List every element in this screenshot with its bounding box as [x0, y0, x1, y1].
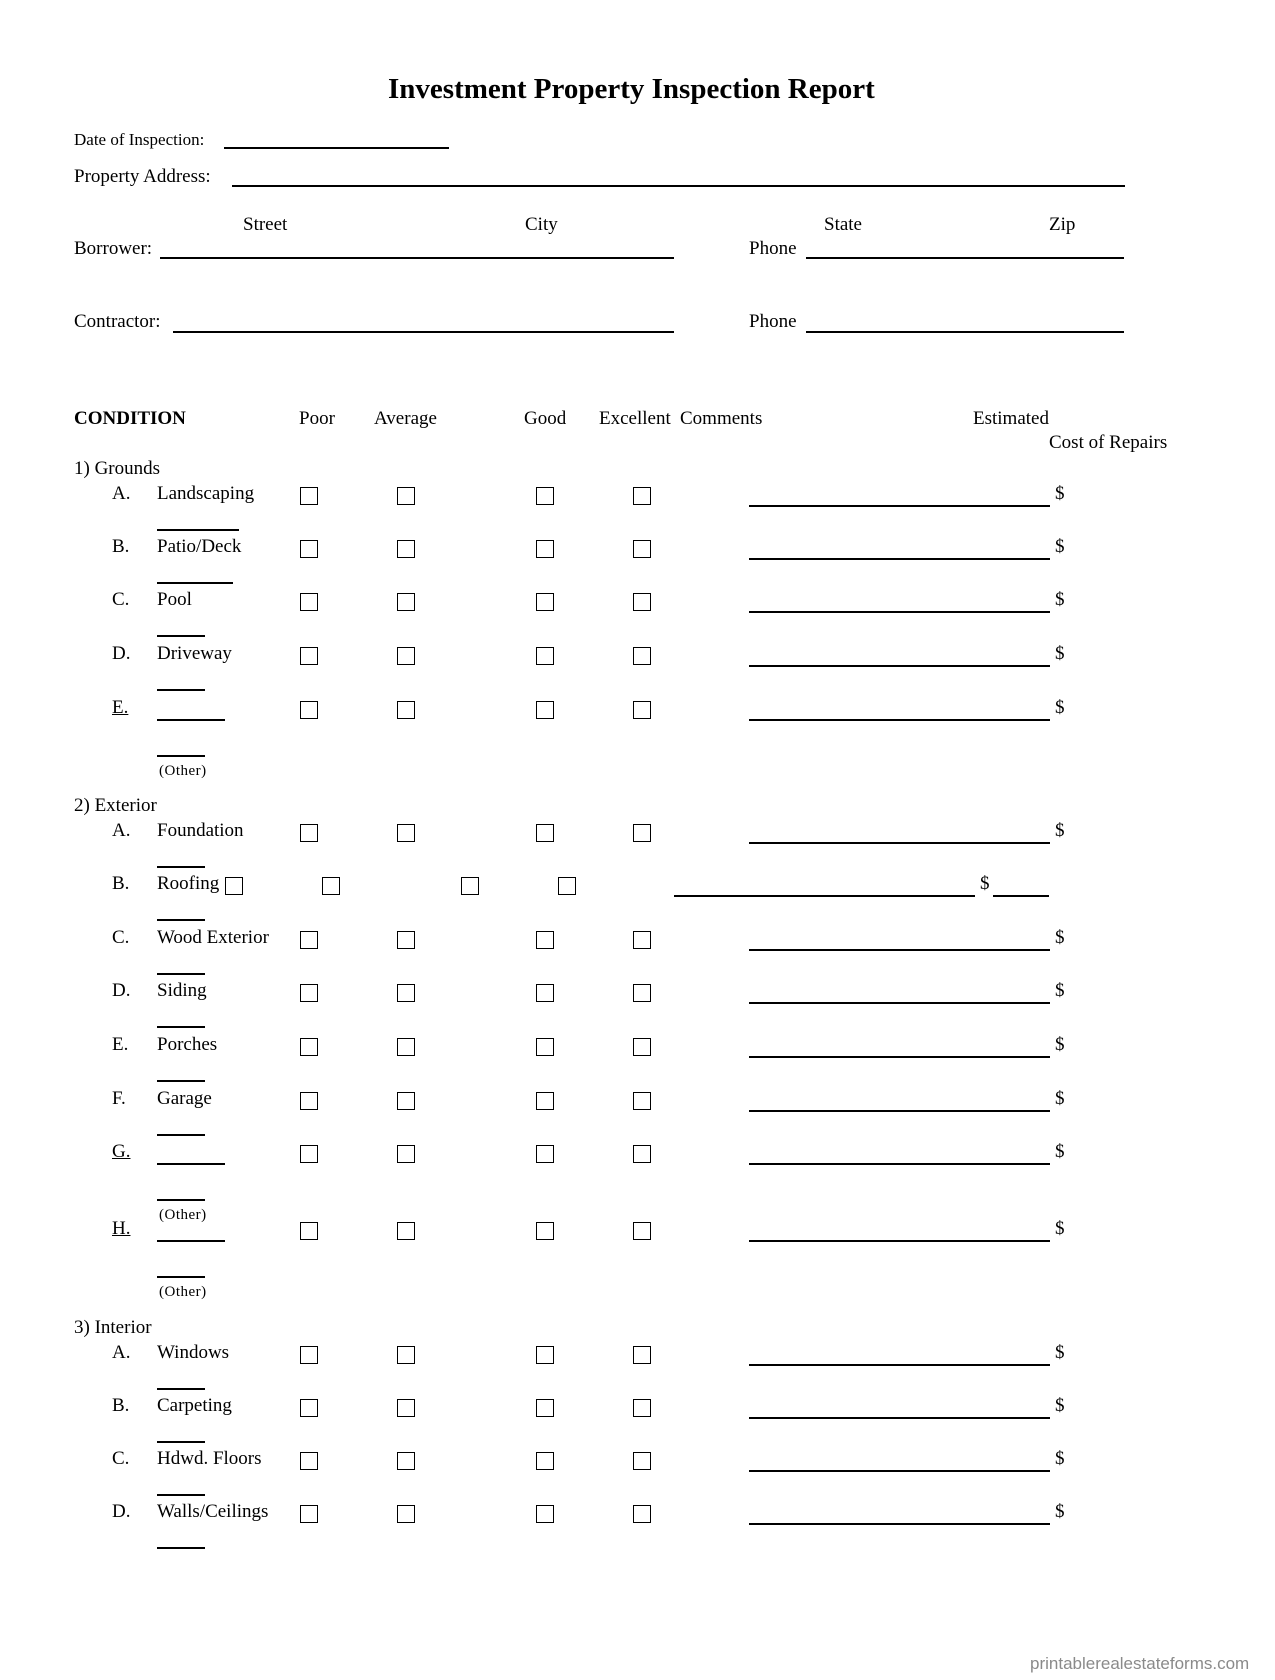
item-letter: A. [112, 483, 131, 504]
rating-poor-checkbox[interactable] [300, 1092, 318, 1110]
rating-poor-checkbox[interactable] [300, 1145, 318, 1163]
rating-poor-checkbox[interactable] [300, 824, 318, 842]
address-label: Property Address: [74, 166, 211, 187]
estimated-header: Estimated [973, 408, 1049, 429]
rating-good-checkbox[interactable] [536, 1346, 554, 1364]
comments-field[interactable] [749, 1523, 1050, 1525]
rating-excellent-checkbox[interactable] [633, 1092, 651, 1110]
item-letter: G. [112, 1141, 131, 1162]
item-letter: D. [112, 643, 131, 664]
item-label: Foundation [157, 820, 244, 841]
item-label: Patio/Deck [157, 536, 242, 557]
rating-good-checkbox[interactable] [536, 1092, 554, 1110]
item-underline [157, 755, 205, 757]
currency-symbol: $ [1055, 1448, 1065, 1469]
item-label: Windows [157, 1342, 230, 1363]
average-header: Average [374, 408, 437, 429]
good-header: Good [524, 408, 567, 429]
currency-symbol: $ [1055, 1088, 1065, 1109]
rating-excellent-checkbox[interactable] [633, 701, 651, 719]
rating-average-checkbox[interactable] [397, 1346, 415, 1364]
other-caption: (Other) [159, 1284, 207, 1300]
comments-field[interactable] [749, 949, 1050, 951]
rating-excellent-checkbox[interactable] [633, 1038, 651, 1056]
rating-poor-checkbox[interactable] [300, 1038, 318, 1056]
currency-symbol: $ [1055, 1501, 1065, 1522]
item-letter: C. [112, 589, 130, 610]
item-underline [157, 635, 205, 637]
item-letter: E. [112, 697, 129, 718]
rating-average-checkbox[interactable] [397, 647, 415, 665]
borrower-phone-label: Phone [749, 238, 797, 259]
comments-field[interactable] [749, 558, 1050, 560]
other-name-field[interactable] [157, 719, 225, 721]
rating-excellent-checkbox[interactable] [633, 487, 651, 505]
rating-good-checkbox[interactable] [536, 824, 554, 842]
item-label: Pool [157, 589, 192, 610]
comments-field[interactable] [749, 1470, 1050, 1472]
rating-average-checkbox[interactable] [397, 540, 415, 558]
rating-excellent-checkbox[interactable] [633, 1399, 651, 1417]
city-caption: City [525, 214, 558, 235]
currency-symbol: $ [1055, 1395, 1065, 1416]
zip-caption: Zip [1049, 214, 1076, 235]
rating-poor-checkbox[interactable] [300, 1222, 318, 1240]
borrower-phone-field[interactable] [806, 257, 1124, 259]
currency-symbol: $ [1055, 1218, 1065, 1239]
section-title-grounds: 1) Grounds [74, 458, 161, 479]
rating-excellent-checkbox[interactable] [633, 984, 651, 1002]
item-letter: B. [112, 536, 130, 557]
rating-poor-checkbox[interactable] [300, 647, 318, 665]
rating-excellent-checkbox[interactable] [633, 1452, 651, 1470]
rating-average-checkbox[interactable] [397, 1222, 415, 1240]
contractor-field[interactable] [173, 331, 674, 333]
item-label: Walls/Ceilings [157, 1501, 269, 1522]
currency-symbol: $ [1055, 927, 1065, 948]
item-letter: B. [112, 1395, 130, 1416]
item-letter: B. [112, 873, 130, 894]
cost-header: Cost of Repairs [1049, 432, 1168, 453]
comments-field[interactable] [749, 842, 1050, 844]
other-name-field[interactable] [157, 1163, 225, 1165]
item-label: Garage [157, 1088, 212, 1109]
rating-average-checkbox[interactable] [397, 1038, 415, 1056]
rating-average-checkbox[interactable] [397, 1092, 415, 1110]
rating-poor-checkbox[interactable] [300, 1399, 318, 1417]
cost-field[interactable] [993, 895, 1049, 897]
rating-good-checkbox[interactable] [536, 1452, 554, 1470]
item-label: Roofing [157, 873, 220, 894]
rating-excellent-checkbox[interactable] [633, 1145, 651, 1163]
date-field[interactable] [224, 147, 449, 149]
rating-excellent-checkbox[interactable] [633, 1346, 651, 1364]
item-letter: D. [112, 980, 131, 1001]
currency-symbol: $ [1055, 1141, 1065, 1162]
rating-poor-checkbox[interactable] [300, 540, 318, 558]
rating-poor-checkbox[interactable] [225, 877, 243, 895]
rating-excellent-checkbox[interactable] [633, 1222, 651, 1240]
excellent-header: Excellent [599, 408, 671, 429]
rating-average-checkbox[interactable] [397, 1145, 415, 1163]
section-title-interior: 3) Interior [74, 1317, 152, 1338]
comments-field[interactable] [749, 719, 1050, 721]
comments-field[interactable] [749, 505, 1050, 507]
rating-poor-checkbox[interactable] [300, 701, 318, 719]
item-underline [157, 1199, 205, 1201]
rating-good-checkbox[interactable] [461, 877, 479, 895]
rating-average-checkbox[interactable] [397, 824, 415, 842]
currency-symbol: $ [1055, 1034, 1065, 1055]
currency-symbol: $ [1055, 1342, 1065, 1363]
currency-symbol: $ [1055, 697, 1065, 718]
comments-field[interactable] [749, 1002, 1050, 1004]
item-underline [157, 529, 239, 531]
borrower-field[interactable] [160, 257, 674, 259]
currency-symbol: $ [980, 873, 990, 894]
rating-average-checkbox[interactable] [397, 701, 415, 719]
rating-good-checkbox[interactable] [536, 593, 554, 611]
rating-excellent-checkbox[interactable] [633, 593, 651, 611]
date-label: Date of Inspection: [74, 130, 205, 149]
currency-symbol: $ [1055, 980, 1065, 1001]
rating-poor-checkbox[interactable] [300, 1505, 318, 1523]
street-caption: Street [243, 214, 288, 235]
item-label: Siding [157, 980, 207, 1001]
condition-header: CONDITION [74, 408, 186, 429]
item-letter: A. [112, 1342, 131, 1363]
item-underline [157, 1026, 205, 1028]
currency-symbol: $ [1055, 589, 1065, 610]
rating-poor-checkbox[interactable] [300, 593, 318, 611]
item-underline [157, 689, 205, 691]
rating-good-checkbox[interactable] [536, 1222, 554, 1240]
currency-symbol: $ [1055, 643, 1065, 664]
comments-header: Comments [680, 408, 763, 429]
state-caption: State [824, 214, 862, 235]
rating-good-checkbox[interactable] [536, 1399, 554, 1417]
footer-watermark: printablerealestateforms.com [1030, 1654, 1250, 1673]
rating-excellent-checkbox[interactable] [633, 1505, 651, 1523]
item-underline [157, 1441, 205, 1443]
rating-good-checkbox[interactable] [536, 540, 554, 558]
currency-symbol: $ [1055, 483, 1065, 504]
comments-field[interactable] [749, 1110, 1050, 1112]
rating-average-checkbox[interactable] [397, 1452, 415, 1470]
address-field[interactable] [232, 185, 1125, 187]
rating-average-checkbox[interactable] [397, 1399, 415, 1417]
rating-poor-checkbox[interactable] [300, 487, 318, 505]
item-underline [157, 866, 205, 868]
other-name-field[interactable] [157, 1240, 225, 1242]
contractor-phone-label: Phone [749, 311, 797, 332]
rating-good-checkbox[interactable] [536, 1038, 554, 1056]
item-letter: C. [112, 1448, 130, 1469]
comments-field[interactable] [749, 1364, 1050, 1366]
rating-average-checkbox[interactable] [397, 984, 415, 1002]
item-underline [157, 1388, 205, 1390]
rating-excellent-checkbox[interactable] [558, 877, 576, 895]
rating-poor-checkbox[interactable] [300, 1346, 318, 1364]
item-underline [157, 1547, 205, 1549]
item-underline [157, 1276, 205, 1278]
comments-field[interactable] [749, 611, 1050, 613]
item-label: Landscaping [157, 483, 255, 504]
rating-average-checkbox[interactable] [397, 931, 415, 949]
page-title: Investment Property Inspection Report [388, 73, 875, 105]
item-underline [157, 973, 205, 975]
rating-good-checkbox[interactable] [536, 701, 554, 719]
comments-field[interactable] [749, 1417, 1050, 1419]
comments-field[interactable] [749, 1240, 1050, 1242]
contractor-phone-field[interactable] [806, 331, 1124, 333]
item-letter: D. [112, 1501, 131, 1522]
borrower-label: Borrower: [74, 238, 153, 259]
item-letter: C. [112, 927, 130, 948]
item-underline [157, 1080, 205, 1082]
rating-excellent-checkbox[interactable] [633, 647, 651, 665]
item-label: Wood Exterior [157, 927, 269, 948]
item-letter: F. [112, 1088, 126, 1109]
other-caption: (Other) [159, 1207, 207, 1223]
rating-good-checkbox[interactable] [536, 487, 554, 505]
comments-field[interactable] [749, 1056, 1050, 1058]
contractor-label: Contractor: [74, 311, 161, 332]
comments-field[interactable] [674, 895, 975, 897]
currency-symbol: $ [1055, 820, 1065, 841]
rating-excellent-checkbox[interactable] [633, 931, 651, 949]
rating-poor-checkbox[interactable] [300, 984, 318, 1002]
currency-symbol: $ [1055, 536, 1065, 557]
item-underline [157, 919, 205, 921]
rating-good-checkbox[interactable] [536, 1505, 554, 1523]
rating-good-checkbox[interactable] [536, 647, 554, 665]
rating-excellent-checkbox[interactable] [633, 824, 651, 842]
item-underline [157, 1494, 205, 1496]
rating-average-checkbox[interactable] [397, 487, 415, 505]
rating-good-checkbox[interactable] [536, 1145, 554, 1163]
rating-poor-checkbox[interactable] [300, 1452, 318, 1470]
item-letter: A. [112, 820, 131, 841]
comments-field[interactable] [749, 1163, 1050, 1165]
comments-field[interactable] [749, 665, 1050, 667]
rating-average-checkbox[interactable] [397, 593, 415, 611]
rating-good-checkbox[interactable] [536, 984, 554, 1002]
poor-header: Poor [299, 408, 335, 429]
item-letter: E. [112, 1034, 129, 1055]
item-label: Hdwd. Floors [157, 1448, 262, 1469]
item-underline [157, 582, 233, 584]
rating-good-checkbox[interactable] [536, 931, 554, 949]
item-underline [157, 1134, 205, 1136]
item-letter: H. [112, 1218, 131, 1239]
item-label: Carpeting [157, 1395, 232, 1416]
rating-poor-checkbox[interactable] [300, 931, 318, 949]
rating-average-checkbox[interactable] [322, 877, 340, 895]
rating-average-checkbox[interactable] [397, 1505, 415, 1523]
item-label: Porches [157, 1034, 218, 1055]
item-label: Driveway [157, 643, 232, 664]
section-title-exterior: 2) Exterior [74, 795, 157, 816]
other-caption: (Other) [159, 763, 207, 779]
rating-excellent-checkbox[interactable] [633, 540, 651, 558]
